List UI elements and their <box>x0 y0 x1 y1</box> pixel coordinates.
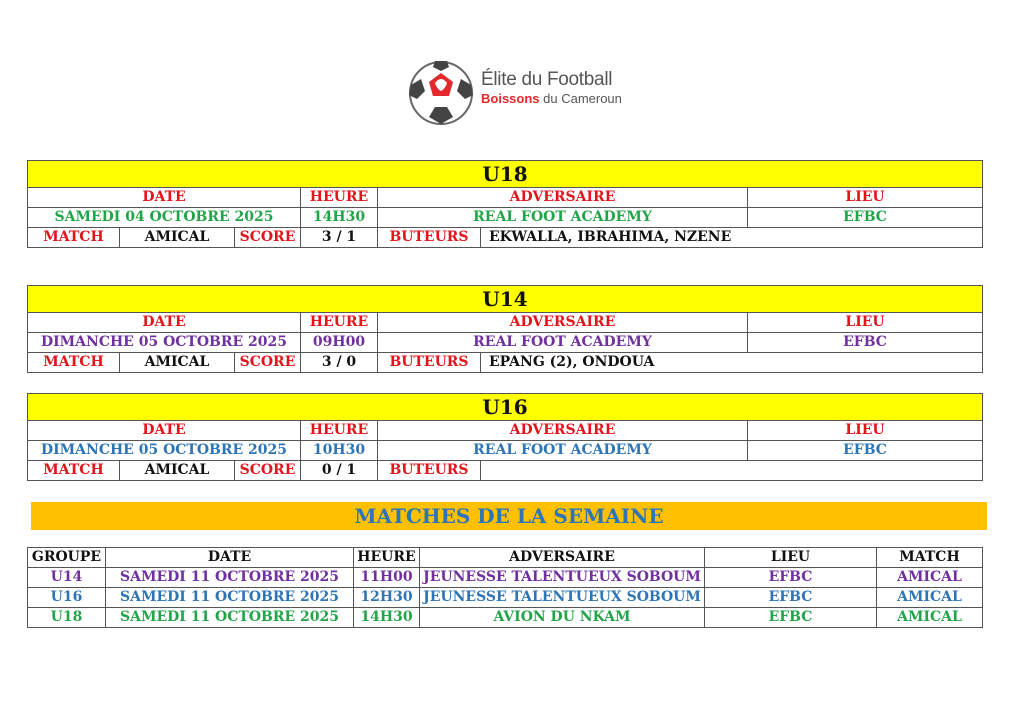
week-adversaire: JEUNESSE TALENTUEUX SOBOUM <box>420 568 705 588</box>
match-block-u18 <box>27 160 982 248</box>
week-header-date: DATE <box>106 548 354 568</box>
week-adversaire: JEUNESSE TALENTUEUX SOBOUM <box>420 588 705 608</box>
match-date: SAMEDI 04 OCTOBRE 2025 <box>28 208 301 228</box>
table-row <box>28 568 983 588</box>
label-match: MATCH <box>28 228 120 248</box>
header-date: DATE <box>28 421 301 441</box>
match-type: AMICAL <box>120 353 235 373</box>
label-buteurs: BUTEURS <box>378 461 481 481</box>
header-adversaire: ADVERSAIRE <box>378 313 748 333</box>
week-lieu: EFBC <box>705 608 877 628</box>
match-adversaire: REAL FOOT ACADEMY <box>378 333 748 353</box>
header-date: DATE <box>28 313 301 333</box>
category-band: U16 <box>28 394 983 421</box>
label-score: SCORE <box>235 461 301 481</box>
table-row <box>28 608 983 628</box>
header-adversaire: ADVERSAIRE <box>378 188 748 208</box>
week-heure: 12H30 <box>354 588 420 608</box>
club-logo <box>405 55 635 127</box>
week-match: AMICAL <box>877 588 983 608</box>
week-groupe: U16 <box>28 588 106 608</box>
header-lieu: LIEU <box>748 188 983 208</box>
match-date: DIMANCHE 05 OCTOBRE 2025 <box>28 441 301 461</box>
match-block-u16 <box>27 393 982 481</box>
week-title-banner: MATCHES DE LA SEMAINE <box>31 502 987 530</box>
header-date: DATE <box>28 188 301 208</box>
match-lieu: EFBC <box>748 333 983 353</box>
week-header-adversaire: ADVERSAIRE <box>420 548 705 568</box>
week-date: SAMEDI 11 OCTOBRE 2025 <box>106 608 354 628</box>
match-buteurs: EPANG (2), ONDOUA <box>481 353 983 373</box>
match-lieu: EFBC <box>748 441 983 461</box>
week-header-heure: HEURE <box>354 548 420 568</box>
label-score: SCORE <box>235 228 301 248</box>
week-header-groupe: GROUPE <box>28 548 106 568</box>
match-date: DIMANCHE 05 OCTOBRE 2025 <box>28 333 301 353</box>
table-row <box>28 588 983 608</box>
match-heure: 10H30 <box>301 441 378 461</box>
label-score: SCORE <box>235 353 301 373</box>
match-score: 3 / 0 <box>301 353 378 373</box>
label-buteurs: BUTEURS <box>378 228 481 248</box>
label-match: MATCH <box>28 461 120 481</box>
match-score: 3 / 1 <box>301 228 378 248</box>
header-heure: HEURE <box>301 421 378 441</box>
week-adversaire: AVION DU NKAM <box>420 608 705 628</box>
header-lieu: LIEU <box>748 313 983 333</box>
week-lieu: EFBC <box>705 568 877 588</box>
week-header-match: MATCH <box>877 548 983 568</box>
match-type: AMICAL <box>120 228 235 248</box>
logo-title: Élite du Football <box>481 69 613 90</box>
week-match: AMICAL <box>877 568 983 588</box>
week-match: AMICAL <box>877 608 983 628</box>
logo-subtitle: Boissons du Cameroun <box>481 91 622 106</box>
week-lieu: EFBC <box>705 588 877 608</box>
header-heure: HEURE <box>301 188 378 208</box>
week-heure: 11H00 <box>354 568 420 588</box>
label-match: MATCH <box>28 353 120 373</box>
match-adversaire: REAL FOOT ACADEMY <box>378 441 748 461</box>
match-buteurs: EKWALLA, IBRAHIMA, NZENE <box>481 228 983 248</box>
match-heure: 14H30 <box>301 208 378 228</box>
match-type: AMICAL <box>120 461 235 481</box>
week-header-lieu: LIEU <box>705 548 877 568</box>
week-heure: 14H30 <box>354 608 420 628</box>
week-date: SAMEDI 11 OCTOBRE 2025 <box>106 588 354 608</box>
match-adversaire: REAL FOOT ACADEMY <box>378 208 748 228</box>
match-buteurs <box>481 461 983 481</box>
week-groupe: U18 <box>28 608 106 628</box>
header-adversaire: ADVERSAIRE <box>378 421 748 441</box>
week-date: SAMEDI 11 OCTOBRE 2025 <box>106 568 354 588</box>
week-table <box>27 547 983 628</box>
category-band: U14 <box>28 286 983 313</box>
match-block-u14 <box>27 285 982 373</box>
category-band: U18 <box>28 161 983 188</box>
label-buteurs: BUTEURS <box>378 353 481 373</box>
match-score: 0 / 1 <box>301 461 378 481</box>
week-groupe: U14 <box>28 568 106 588</box>
football-logo-icon <box>405 55 477 127</box>
header-lieu: LIEU <box>748 421 983 441</box>
week-header-row <box>28 548 983 568</box>
header-heure: HEURE <box>301 313 378 333</box>
match-heure: 09H00 <box>301 333 378 353</box>
match-lieu: EFBC <box>748 208 983 228</box>
